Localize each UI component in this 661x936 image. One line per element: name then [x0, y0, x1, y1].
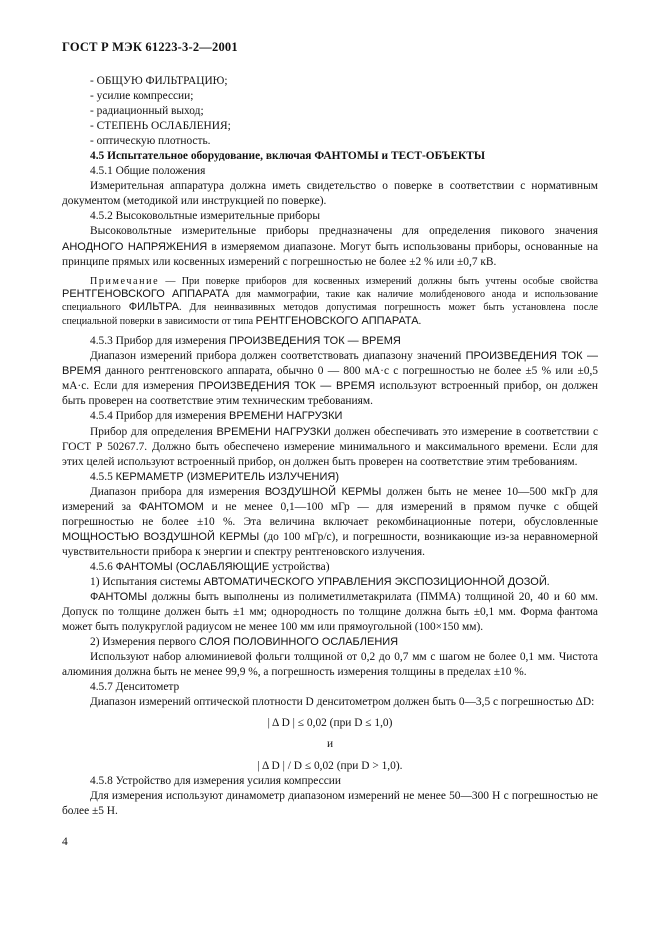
formula-1: | Δ D | ≤ 0,02 (при D ≤ 1,0): [267, 717, 393, 730]
page-number: 4: [62, 836, 68, 848]
note-label: Примечание: [90, 275, 160, 287]
formula-2: | Δ D | / D ≤ 0,02 (при D > 1,0).: [257, 759, 403, 772]
section-4-5-5-title: 4.5.5 КЕРМАМЕТР (ИЗМЕРИТЕЛЬ ИЗЛУЧЕНИЯ): [90, 470, 339, 483]
page-header: ГОСТ Р МЭК 61223-3-2—2001: [62, 40, 238, 54]
section-4-5-6-text: ФАНТОМЫ должны быть выполнены из полиметилметакрилата (ПММА) толщиной 20, 40 и 60 мм. Допуск по толщине должен быть ±1 мм; однородность по толщине должна быть ±0,1 мм. Форма фантома может быть полукруглой радиусом не менее 100 мм или прямоугольной (100×150 мм).: [62, 591, 598, 634]
formula-and: и: [326, 738, 334, 751]
section-4-5-7-title: 4.5.7 Денситометр: [90, 681, 180, 694]
section-4-5-3-text: Диапазон измерений прибора должен соответствовать диапазону значений ПРОИЗВЕДЕНИЯ ТОК — ВРЕМЯ данного рентгеновского аппарата, обычно 0 — 800 мА·с с погрешностью не более ±5 % или ±0,5 мА·с. Если для измерения ПРОИЗВЕДЕНИЯ ТОК — ВРЕМЯ используют встроенный прибор, он должен быть проверен на соответствие этим техническим требованиям.: [62, 350, 598, 408]
section-4-5-6-item-2-text: Используют набор алюминиевой фольги толщиной от 0,2 до 0,7 мм с шагом не более 0,1 мм. Чистота алюминия должна быть не менее 99,9 %, а погрешность измерения толщины в пределах ±10 %.: [62, 651, 598, 679]
note: Примечание — При поверке приборов для косвенных измерений должны быть учтены особые свойства РЕНТГЕНОВСКОГО АППАРАТА для маммографии, такие как наличие молибденового анода и использование специального ФИЛЬТРА. Для неинвазивных методов допустимая погрешность может быть установлена после специальной поверки в зависимости от типа РЕНТГЕНОВСКОГО АППАРАТА.: [62, 275, 598, 327]
list-item: - радиационный выход;: [90, 105, 204, 118]
section-4-5-4-text: Прибор для определения ВРЕМЕНИ НАГРУЗКИ должен обеспечивать это измерение в соответствии с ГОСТ Р 50267.7. Должно быть обеспечено измерение минимального и максимального времени. Если для этих целей используют встроенный прибор, он должен быть проверен на соответствие этим требованиям.: [62, 425, 598, 468]
section-4-5-6-title: 4.5.6 ФАНТОМЫ (ОСЛАБЛЯЮЩИЕ устройства): [90, 560, 330, 573]
section-4-5-6-item-1: 1) Испытания системы АВТОМАТИЧЕСКОГО УПРАВЛЕНИЯ ЭКСПОЗИЦИОННОЙ ДОЗОЙ.: [90, 575, 550, 588]
section-4-5-title: 4.5 Испытательное оборудование, включая ФАНТОМЫ и ТЕСТ-ОБЪЕКТЫ: [90, 150, 486, 163]
section-4-5-6-item-2: 2) Измерения первого СЛОЯ ПОЛОВИННОГО ОСЛАБЛЕНИЯ: [90, 636, 399, 649]
section-4-5-2-title: 4.5.2 Высоковольтные измерительные приборы: [90, 210, 320, 223]
list-item: - ОБЩУЮ ФИЛЬТРАЦИЮ;: [90, 75, 228, 87]
list-item: - оптическую плотность.: [90, 135, 211, 148]
section-4-5-3-title: 4.5.3 Прибор для измерения ПРОИЗВЕДЕНИЯ ТОК — ВРЕМЯ: [90, 335, 401, 348]
section-4-5-4-title: 4.5.4 Прибор для измерения ВРЕМЕНИ НАГРУЗКИ: [90, 410, 343, 423]
section-4-5-8-text: Для измерения используют динамометр диапазоном измерений не менее 50—300 Н с погрешностью не более ±5 Н.: [62, 789, 598, 817]
section-4-5-1-title: 4.5.1 Общие положения: [90, 165, 206, 178]
page-body: [62, 74, 598, 819]
section-4-5-7-text: Диапазон измерений оптической плотности D денситометром должен быть 0—3,5 с погрешностью ΔD:: [90, 696, 595, 709]
list-item: - СТЕПЕНЬ ОСЛАБЛЕНИЯ;: [90, 120, 231, 133]
section-4-5-1-text: Измерительная аппаратура должна иметь свидетельство о поверке в соответствии с нормативным документом (методикой или инструкцией по поверке).: [62, 180, 598, 208]
list-item: - усилие компрессии;: [90, 90, 194, 103]
section-4-5-5-text: Диапазон прибора для измерения ВОЗДУШНОЙ КЕРМЫ должен быть не менее 10—500 мкГр для измерений за ФАНТОМОМ и не менее 0,1—100 мГр — для измерений в прямом пучке с общей погрешностью не более ±10 %. Эта величина включает рекомбинационные потери, обусловленные МОЩНОСТЬЮ ВОЗДУШНОЙ КЕРМЫ (до 100 мГр/с), и погрешности, возникающие из-за неравномерной чувствительности прибора к энергии и спектру рентгеновского излучения.: [62, 485, 598, 558]
section-4-5-2-text: Высоковольтные измерительные приборы предназначены для определения пикового значения АНОДНОГО НАПРЯЖЕНИЯ в измеряемом диапазоне. Могут быть использованы приборы, основанные на принципе прямых или косвенных измерений с погрешностью не более ±2 % или ±0,7 кВ.: [62, 225, 598, 268]
section-4-5-8-title: 4.5.8 Устройство для измерения усилия компрессии: [90, 774, 341, 787]
